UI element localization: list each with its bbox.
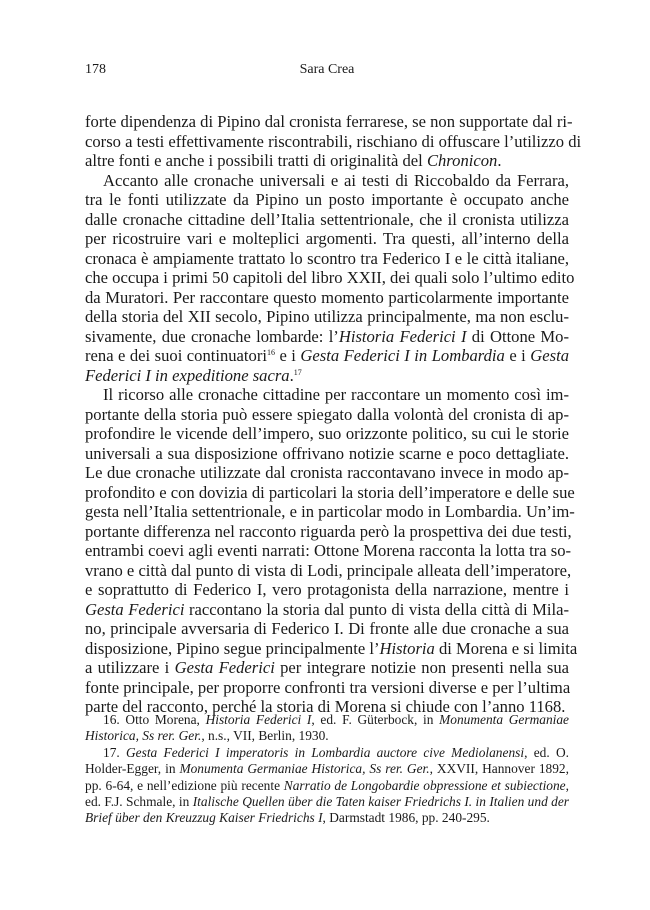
footnote-ref-17: 17 (293, 367, 302, 377)
footnote-line: Holder-Egger, in Monumenta Germaniae Historica, Ss rer. Ger., XXVII, Hannover 1892, (85, 761, 569, 777)
text-line: corso a testi effettivamente riscontrabili, rischiano di offuscare l’utilizzo di (85, 131, 582, 151)
footnote-line: Historica, Ss rer. Ger., n.s., VII, Berlin, 1930. (85, 728, 329, 744)
text-line: entrambi coevi agli eventi narrati: Ottone Morena racconta la lotta tra so- (85, 541, 572, 560)
page-number: 178 (85, 62, 106, 77)
text-line: Gesta Federici raccontano la storia dal punto di vista della città di Mila- (85, 599, 569, 619)
text-line: fonte principale, per proporre confronti tra versioni diverse e per l’ultima (85, 677, 571, 697)
text-line: parte del racconto, perché la storia di Morena si chiude con l’anno 1168. (85, 697, 566, 716)
text-line: Il ricorso alle cronache cittadine per raccontare un momento così im- (103, 385, 569, 404)
footnote-ref-16: 16 (266, 348, 275, 357)
text-line: disposizione, Pipino segue principalmente l’Historia di Morena e si limita (85, 638, 578, 658)
text-line: no, principale avversaria di Federico I. Di fronte alle due cronache a sua (85, 619, 569, 638)
text-line: tra le fonti utilizzate da Pipino un posto importante è occupato anche (85, 190, 569, 209)
text-line: da Muratori. Per raccontare questo momento particolarmente importante (85, 287, 569, 307)
text-line: cronaca è ampiamente trattato lo scontro tra Federico I e le città italiane, (85, 248, 569, 268)
text-line: forte dipendenza di Pipino dal cronista ferrarese, se non supportate dal ri- (85, 112, 573, 131)
text-line: vrano e città dal punto di vista di Lodi, principale alleata dell’imperatore, (85, 560, 572, 580)
footnote-line: Brief über den Kreuzzug Kaiser Friedrichs I, Darmstadt 1986, pp. 240-295. (85, 810, 490, 826)
text-line: a utilizzare i Gesta Federici per integrare notizie non presenti nella sua (85, 658, 569, 677)
text-line: sivamente, due cronache lombarde: l’Historia Federici I di Ottone Mo- (85, 326, 570, 346)
footnote-line: ed. F.J. Schmale, in Italische Quellen über die Taten kaiser Friedrichs I. in Italien und der (85, 794, 570, 810)
text-line: Federici I in expeditione sacra.$^{17}$ (85, 365, 302, 385)
text-line: profondito e con dovizia di particolari la storia dell’imperatore e delle sue (85, 482, 575, 502)
text-line: Le due cronache utilizzate dal cronista raccontavano invece in modo ap- (85, 463, 569, 482)
footnotes (85, 712, 569, 827)
text-line: portante differenza nel racconto riguarda però la prospettiva dei due testi, (85, 521, 572, 541)
body-text (85, 112, 582, 717)
footnote-17: 17. Gesta Federici I imperatoris in Lombardia auctore cive Mediolanensi, ed. O. (103, 744, 569, 760)
footnote-16: 16. Otto Morena, Historia Federici I, ed. F. Güterbock, in Monumenta Germaniae (103, 712, 569, 727)
text-line: per ricostruire vari e molteplici argomenti. Tra questi, all’interno della (85, 229, 569, 248)
text-line: che occupa i primi 50 capitoli del libro XXII, dei quali solo l’ultimo edito (85, 268, 575, 287)
text-line: portante della storia può essere spiegato dalla volontà del cronista di ap- (85, 404, 569, 424)
text-line: rena e dei suoi continuatori$^{16}$ e i Gesta Federici I in Lombardia e i Gesta (85, 346, 569, 365)
text-line: universali a sua disposizione offrivano notizie scarne e poco dettagliate. (85, 443, 569, 463)
text-line: profondire le vicende dell’impero, suo orizzonte politico, su cui le storie (85, 424, 569, 443)
text-line: gesta nell’Italia settentrionale, e in particolar modo in Lombardia. Un’im- (85, 502, 575, 521)
text-line: dalle cronache cittadine dell’Italia settentrionale, che il cronista utilizza (85, 209, 569, 229)
footnote-line: pp. 6-64, e nell’edizione più recente Narratio de Longobardie obpressione et subiectione, (85, 777, 569, 793)
text-line: Accanto alle cronache universali e ai testi di Riccobaldo da Ferrara, (103, 170, 569, 190)
text-line: della storia del XII secolo, Pipino utilizza principalmente, ma non esclu- (85, 307, 569, 326)
page-header (85, 62, 569, 82)
text-line: e soprattutto di Federico I, vero protagonista della narrazione, mentre i (85, 580, 569, 599)
text-line: altre fonti e anche i possibili tratti di originalità del Chronicon. (85, 151, 502, 170)
running-head: Sara Crea (299, 62, 355, 77)
